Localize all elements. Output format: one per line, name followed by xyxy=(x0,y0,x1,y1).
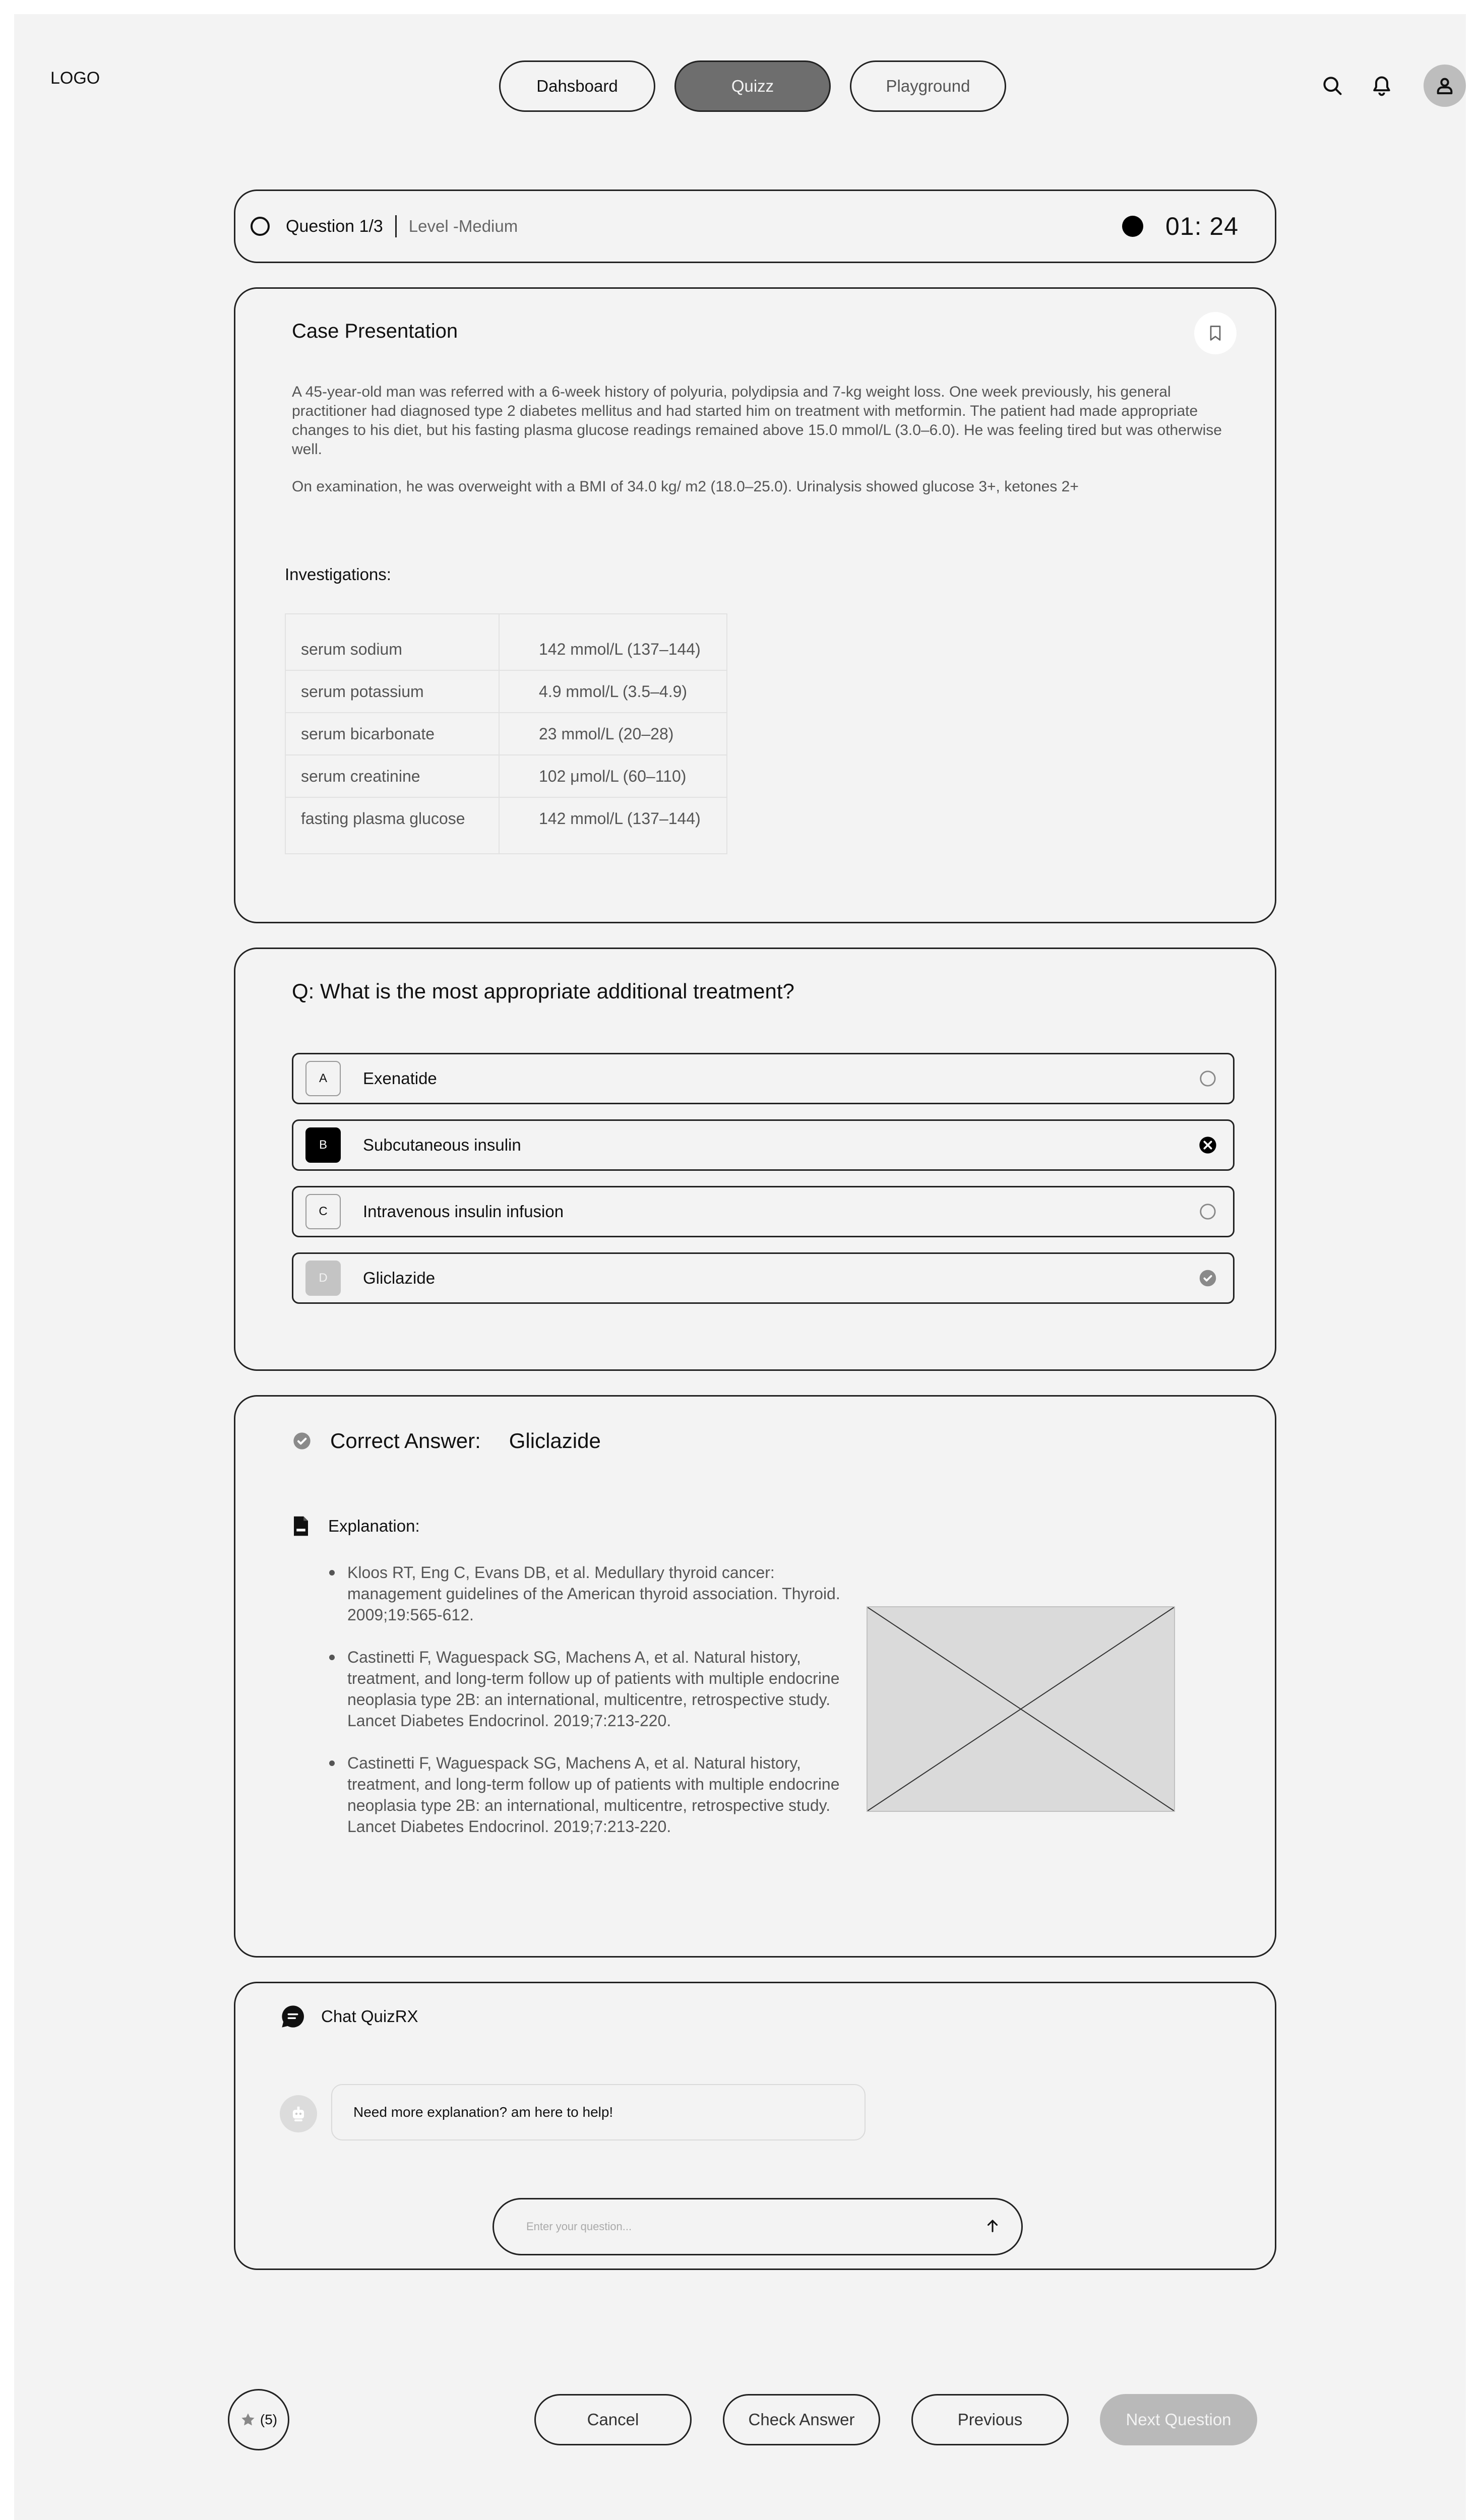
investigation-name: serum bicarbonate xyxy=(285,713,499,755)
rating-button[interactable] xyxy=(228,2389,289,2450)
case-paragraph: A 45-year-old man was referred with a 6-week history of polyuria, polydipsia and 7-kg weight loss. One week previously, his general practitioner had diagnosed type 2 diabetes mellitus and had started him on treatment with metformin. The patient had made appropriate changes to his diet, but his fasting plasma glucose readings remained above 15.0 mmol/L (3.0–6.0). He was feeling tired but was otherwise well. xyxy=(292,384,1222,458)
investigation-name: serum sodium xyxy=(285,614,499,670)
bookmark-icon xyxy=(1206,323,1224,343)
progress-circle-icon xyxy=(251,217,270,236)
question-card xyxy=(234,948,1276,1371)
logo[interactable]: LOGO xyxy=(50,69,100,88)
chat-title: Chat QuizRX xyxy=(321,2007,418,2026)
investigations-table xyxy=(285,613,727,854)
nav-playground-button[interactable]: Playground xyxy=(850,60,1006,112)
bookmark-button[interactable] xyxy=(1194,312,1237,354)
main-nav xyxy=(499,60,1006,112)
table-row xyxy=(285,614,727,670)
check-circle-icon xyxy=(292,1431,312,1451)
investigation-value: 23 mmol/L (20–28) xyxy=(499,713,727,755)
correct-check-icon[interactable] xyxy=(1198,1268,1218,1288)
star-icon xyxy=(240,2412,256,2428)
recording-dot-icon xyxy=(1122,216,1143,237)
chat-bubble-icon xyxy=(280,2003,306,2030)
nav-dashboard-button[interactable]: Dahsboard xyxy=(499,60,655,112)
investigation-value: 4.9 mmol/L (3.5–4.9) xyxy=(499,670,727,713)
placeholder-cross-icon xyxy=(868,1607,1174,1811)
investigation-name: serum potassium xyxy=(285,670,499,713)
document-icon xyxy=(292,1516,310,1537)
next-question-button[interactable]: Next Question xyxy=(1100,2394,1257,2445)
bell-icon[interactable] xyxy=(1367,71,1396,100)
list-item: Castinetti F, Waguespack SG, Machens A, et al. Natural history, treatment, and long-term follow up of patients with multiple endocrine neoplasia type 2B: an international, multicentre, retrospective study. Lancet Diabetes Endocrinol. 2019;7:213-220. xyxy=(347,1752,861,1837)
correct-answer-row xyxy=(292,1429,601,1453)
previous-button[interactable]: Previous xyxy=(911,2394,1069,2445)
rating-count: (5) xyxy=(260,2412,278,2427)
nav-quizz-button[interactable]: Quizz xyxy=(674,60,831,112)
case-paragraph: On examination, he was overweight with a BMI of 34.0 kg/ m2 (18.0–25.0). Urinalysis showed glucose 3+, ketones 2+ xyxy=(292,478,1079,495)
option-label: Intravenous insulin infusion xyxy=(363,1202,564,1221)
wrong-x-icon[interactable] xyxy=(1198,1135,1218,1155)
image-placeholder xyxy=(867,1606,1175,1812)
investigation-name: serum creatinine xyxy=(285,755,499,797)
chat-question-input[interactable] xyxy=(526,2220,984,2233)
list-item: Kloos RT, Eng C, Evans DB, et al. Medullary thyroid cancer: management guidelines of the American thyroid association. Thyroid. 2009;19:565-612. xyxy=(347,1562,861,1625)
question-text: Q: What is the most appropriate additional treatment? xyxy=(292,979,794,1003)
search-icon[interactable] xyxy=(1318,71,1347,100)
divider xyxy=(395,215,397,237)
table-row xyxy=(285,713,727,755)
explanation-header xyxy=(292,1516,420,1537)
option-a[interactable] xyxy=(292,1053,1235,1104)
header-actions xyxy=(1318,65,1466,107)
question-counter: Question 1/3 xyxy=(286,216,383,236)
chat-card xyxy=(234,1982,1276,2270)
answer-explanation-card xyxy=(234,1395,1276,1958)
case-title: Case Presentation xyxy=(292,320,458,342)
table-row xyxy=(285,797,727,854)
timer-group xyxy=(1122,212,1239,241)
option-label: Exenatide xyxy=(363,1069,437,1088)
case-description xyxy=(292,383,1229,496)
chat-header xyxy=(280,2003,418,2030)
investigation-value: 102 μmol/L (60–110) xyxy=(499,755,727,797)
bot-message: Need more explanation? am here to help! xyxy=(331,2084,866,2140)
quiz-actions xyxy=(534,2394,1257,2445)
option-letter-badge: C xyxy=(305,1194,341,1229)
chat-input-bar xyxy=(492,2198,1023,2255)
bot-avatar xyxy=(280,2095,317,2132)
investigation-value: 142 mmol/L (137–144) xyxy=(499,797,727,854)
table-row xyxy=(285,755,727,797)
question-status-bar xyxy=(234,190,1276,263)
investigation-value: 142 mmol/L (137–144) xyxy=(499,614,727,670)
option-b[interactable] xyxy=(292,1119,1235,1171)
option-c[interactable] xyxy=(292,1186,1235,1237)
robot-icon xyxy=(289,2104,308,2123)
investigations-label: Investigations: xyxy=(285,565,391,584)
explanation-label: Explanation: xyxy=(328,1517,420,1535)
list-item: Castinetti F, Waguespack SG, Machens A, et al. Natural history, treatment, and long-term follow up of patients with multiple endocrine neoplasia type 2B: an international, multicentre, retrospective study. Lancet Diabetes Endocrinol. 2019;7:213-220. xyxy=(347,1647,861,1731)
answer-options xyxy=(292,1053,1235,1319)
correct-answer-value: Gliclazide xyxy=(509,1429,601,1453)
correct-answer-label: Correct Answer: xyxy=(330,1429,481,1453)
cancel-button[interactable]: Cancel xyxy=(534,2394,692,2445)
references-list xyxy=(347,1562,861,1858)
radio-empty-icon[interactable] xyxy=(1198,1068,1218,1089)
option-letter-badge: A xyxy=(305,1061,341,1096)
check-answer-button[interactable]: Check Answer xyxy=(723,2394,880,2445)
send-arrow-icon[interactable] xyxy=(984,2217,1001,2237)
option-letter-badge: B xyxy=(305,1127,341,1163)
investigation-name: fasting plasma glucose xyxy=(285,797,499,854)
difficulty-level: Level -Medium xyxy=(408,217,518,235)
table-row xyxy=(285,670,727,713)
option-letter-badge: D xyxy=(305,1261,341,1296)
option-label: Subcutaneous insulin xyxy=(363,1136,521,1154)
app-page xyxy=(14,14,1466,2520)
case-presentation-card xyxy=(234,287,1276,923)
radio-empty-icon[interactable] xyxy=(1198,1202,1218,1222)
option-label: Gliclazide xyxy=(363,1269,436,1287)
timer: 01: 24 xyxy=(1165,212,1239,240)
option-d[interactable] xyxy=(292,1252,1235,1304)
user-avatar[interactable] xyxy=(1424,65,1466,107)
user-icon xyxy=(1435,76,1455,96)
